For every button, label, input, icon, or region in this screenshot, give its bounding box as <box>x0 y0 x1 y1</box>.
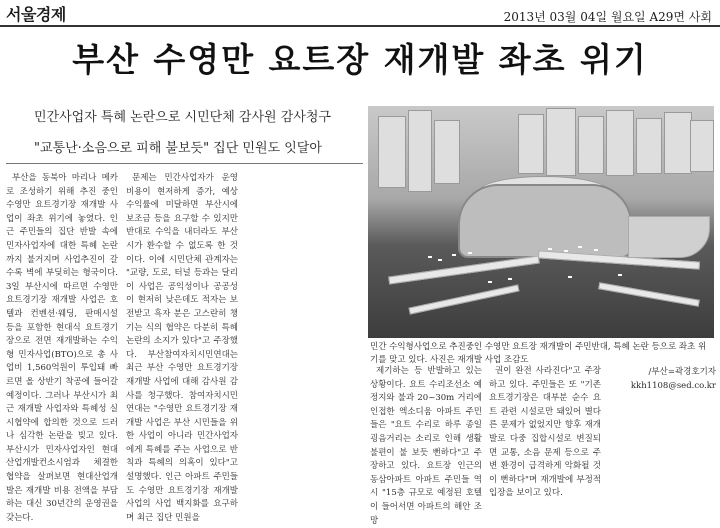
article-column-4 <box>489 365 601 499</box>
dateline: 2013년 03월 04일 월요일 A29면 사회 <box>503 10 712 24</box>
column-text: 부산을 동북아 마리나 메카로 조성하기 위해 추진 중인 수영만 요트경기장 재개발 사업이 좌초 위기에 놓였다. 인근 주민들의 집단 반발 속에 민자사업자에 대한 특혜 논란까지 불거지며 사업추진이 갈수록 벽에 부딪히는 형국이다. 3일 부산시에 따르면 수영만 요트경기장 재개발 사업은 호텔과 컨벤션·웨딩, 판매시설 등을 포함한 현대식 요트경기장으로 전면 재개발하는 수익형 민자사업(BTO)으로 총 사업비 1,560억원이 투입돼 빠르면 올 상반기 착공에 들어갈 예정이다. 그러나 부산시가 최근 재개발 사업자와 특혜성 실시협약에 합의한 것으로 드러나 심각한 논란을 빚고 있다. 부산시가 민자사업자인 현대산업개발컨소시엄과 체결한 협약을 살펴보면 현대산업개발은 재개발 비용 전액을 부담하는 대신 30년간의 운영권을 갖는다. <box>6 173 118 523</box>
byline: /부산=곽경호기자 kkh1108@sed.co.kr <box>630 367 716 391</box>
column-text: 권이 완전 사라진다"고 주장하고 있다. 주민들은 또 "기존 요트경기장은 대부분 순수 요트 관련 시설로만 돼있어 별다른 문제가 없었지만 향후 재개발로 다중 집합시설로 변질되면 교통, 소음 문제 등으로 주변 환경이 급격하게 악화될 것이 뻔하다"며 재개발에 부정적 입장을 보이고 있다. <box>489 366 601 499</box>
rendering-photo <box>368 106 714 338</box>
column-text: 문제는 민간사업자가 운영 비용이 현저하게 증가, 예상 수익률에 미달하면 부산시에 보조금 등을 요구할 수 있지만 반대로 수익을 내더라도 부산시가 환수할 수 없도록 한 것이다. 이에 시민단체 관계자는 "교량, 도로, 터널 등과는 달리 이 사업은 공익성이나 공공성이 현저히 낮은데도 적자는 보전받고 흑자 분은 고스란히 챙기는 식의 협약은 다분히 특혜 논란의 소지가 있다"고 주장했다. 부산참여자치시민연대는 최근 부산 수영만 요트경기장 재개발 사업에 대해 감사원 감사를 청구했다. 참여자치시민연대는 "수영만 요트경기장 재개발 사업은 부산 시민들을 위한 사업이 아니라 민간사업자에게 특혜를 주는 사업으로 반칙과 특혜의 의혹이 있다"고 설명했다. 인근 아파트 주민들도 수영만 요트경기장 재개발 사업의 사업 백지화를 요구하며 최근 집단 민원을 <box>126 173 238 523</box>
article-column-1 <box>6 172 118 523</box>
top-rule <box>0 25 720 27</box>
column-text: 제기하는 등 반발하고 있는 상황이다. 요트 수리조선소 예정지와 불과 20~30m 거리에 인접한 엑소디움 아파트 주민들은 "요트 수리로 하루 종일 굉음거리는 소리로 인해 생활 불편이 불 보듯 뻔하다"고 주장하고 있다. 요트장 인근의 동삼아파트 아파트 주민들 역시 "15층 규모로 예정된 호텔이 들어서면 아파트의 해안 조망 <box>370 366 482 526</box>
newspaper-masthead: 서울경제 <box>6 5 66 24</box>
subhead-divider <box>6 163 363 164</box>
article-headline: 부산 수영만 요트장 재개발 좌초 위기 <box>72 40 648 79</box>
article-column-5 <box>606 365 716 411</box>
article-column-2 <box>126 172 238 523</box>
subheadline-1: 민간사업자 특혜 논란으로 시민단체 감사원 감사청구 <box>34 110 331 125</box>
photo-caption: 민간 수익형사업으로 추진중인 수영만 요트장 재개발이 주민반대, 특혜 논란 등으로 좌초 위기를 맞고 있다. 사진은 재개발 사업 조감도 <box>370 342 707 365</box>
subheadline-2: "교통난·소음으로 피해 불보듯" 집단 민원도 잇달아 <box>34 141 322 156</box>
article-column-3 <box>370 365 482 526</box>
